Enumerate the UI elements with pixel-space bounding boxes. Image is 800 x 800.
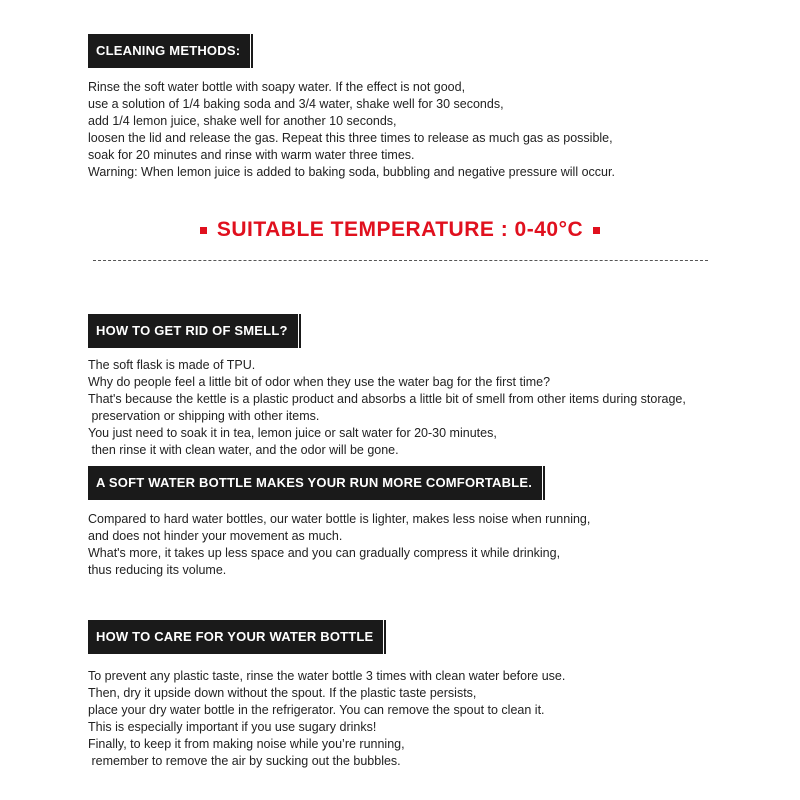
text-line: To prevent any plastic taste, rinse the water bottle 3 times with clean water before use. [88,669,566,683]
dashed-divider [93,260,708,261]
comfort-heading: A SOFT WATER BOTTLE MAKES YOUR RUN MORE COMFORTABLE. [88,466,540,500]
text-line: and does not hinder your movement as much. [88,529,343,543]
square-bullet-icon [593,227,600,234]
text-line: add 1/4 lemon juice, shake well for another 10 seconds, [88,114,397,128]
cleaning-methods-heading: CLEANING METHODS: [88,34,248,68]
text-line: Why do people feel a little bit of odor when they use the water bag for the first time? [88,375,551,389]
text-line: thus reducing its volume. [88,563,227,577]
text-line: The soft flask is made of TPU. [88,358,256,372]
comfort-text [88,511,590,579]
temperature-text: SUITABLE TEMPERATURE : 0-40°C [216,218,584,241]
text-line: place your dry water bottle in the refrigerator. You can remove the spout to clean it. [88,703,545,717]
text-line: You just need to soak it in tea, lemon juice or salt water for 20-30 minutes, [88,426,497,440]
text-line: Finally, to keep it from making noise while you’re running, [88,737,405,751]
temperature-banner [0,218,800,242]
text-line: This is especially important if you use sugary drinks! [88,720,377,734]
square-bullet-icon [200,227,207,234]
care-heading: HOW TO CARE FOR YOUR WATER BOTTLE [88,620,381,654]
text-line: Warning: When lemon juice is added to baking soda, bubbling and negative pressure will occur. [88,165,615,179]
text-line: Compared to hard water bottles, our water bottle is lighter, makes less noise when running, [88,512,591,526]
text-line: That's because the kettle is a plastic product and absorbs a little bit of smell from other items during storage, [88,392,686,406]
cleaning-methods-text [88,79,615,181]
text-line: use a solution of 1/4 baking soda and 3/4 water, shake well for 30 seconds, [88,97,504,111]
text-line: remember to remove the air by sucking out the bubbles. [88,754,401,768]
text-line: What's more, it takes up less space and you can gradually compress it while drinking, [88,546,561,560]
text-line: then rinse it with clean water, and the odor will be gone. [88,443,399,457]
care-text [88,668,565,770]
text-line: loosen the lid and release the gas. Repeat this three times to release as much gas as possible, [88,131,613,145]
text-line: preservation or shipping with other items. [88,409,320,423]
smell-heading: HOW TO GET RID OF SMELL? [88,314,296,348]
text-line: Rinse the soft water bottle with soapy water. If the effect is not good, [88,80,466,94]
smell-text [88,357,686,459]
text-line: soak for 20 minutes and rinse with warm water three times. [88,148,415,162]
text-line: Then, dry it upside down without the spout. If the plastic taste persists, [88,686,477,700]
